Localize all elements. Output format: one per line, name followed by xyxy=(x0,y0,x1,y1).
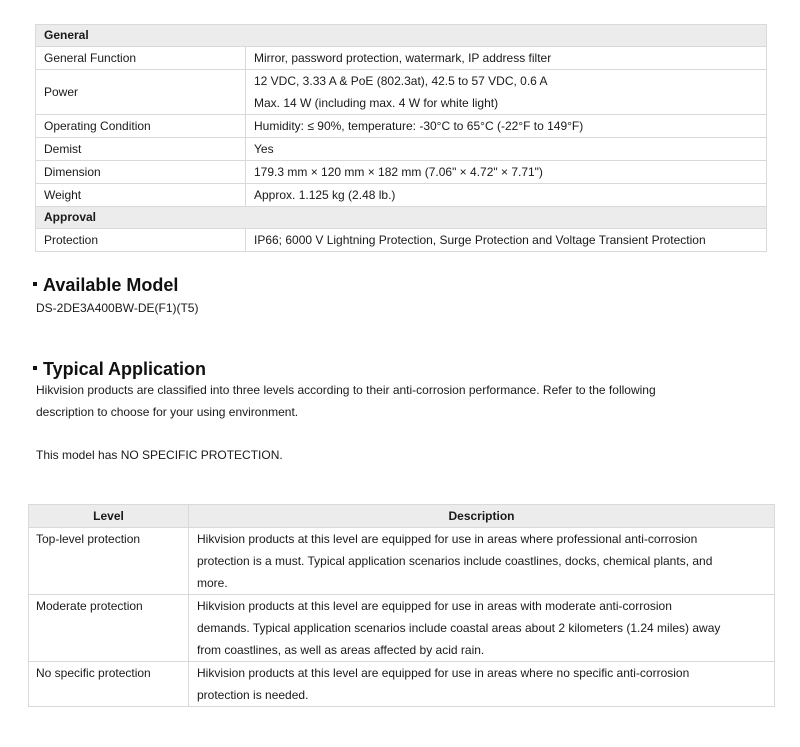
spec-row-operating-condition xyxy=(36,115,767,138)
spec-value: IP66; 6000 V Lightning Protection, Surge Protection and Voltage Transient Protection xyxy=(246,229,767,252)
spec-value: Yes xyxy=(246,138,767,161)
spec-section-header-general xyxy=(36,25,767,47)
spec-value: Humidity: ≤ 90%, temperature: -30°C to 65°C (-22°F to 149°F) xyxy=(246,115,767,138)
spec-row-dimension xyxy=(36,161,767,184)
spec-key: Demist xyxy=(36,138,246,161)
spec-key: Operating Condition xyxy=(36,115,246,138)
level-cell: Moderate protection xyxy=(29,595,189,662)
heading-text: Available Model xyxy=(43,275,179,295)
typical-application-heading xyxy=(33,358,206,380)
level-cell: No specific protection xyxy=(29,662,189,707)
description-cell xyxy=(189,528,775,595)
spec-section-title: General xyxy=(36,25,767,47)
spec-row-power xyxy=(36,70,767,115)
protection-level-table xyxy=(28,504,775,707)
description-line: protection is a must. Typical application scenarios include coastlines, docks, chemical plants, and xyxy=(197,554,713,568)
spec-table xyxy=(35,24,767,252)
spec-section-title: Approval xyxy=(36,207,767,229)
intro-line: description to choose for your using environment. xyxy=(36,405,299,419)
bullet-icon xyxy=(33,282,37,286)
spec-key: Dimension xyxy=(36,161,246,184)
model-number: DS-2DE3A400BW-DE(F1)(T5) xyxy=(36,301,199,315)
heading-text: Typical Application xyxy=(43,359,207,379)
description-line: from coastlines, as well as areas affected by acid rain. xyxy=(197,643,485,657)
spec-value-line: Max. 14 W (including max. 4 W for white light) xyxy=(254,96,499,110)
spec-value xyxy=(246,70,767,115)
table-row xyxy=(29,595,775,662)
description-line: Hikvision products at this level are equipped for use in areas where professional anti-corrosion xyxy=(197,532,698,546)
spec-key: Protection xyxy=(36,229,246,252)
spec-key: Weight xyxy=(36,184,246,207)
spec-value: Approx. 1.125 kg (2.48 lb.) xyxy=(246,184,767,207)
level-cell: Top-level protection xyxy=(29,528,189,595)
column-header-level: Level xyxy=(29,505,189,528)
spec-row-protection xyxy=(36,229,767,252)
description-line: Hikvision products at this level are equipped for use in areas where no specific anti-corrosion xyxy=(197,666,690,680)
spec-key: Power xyxy=(36,70,246,115)
table-row xyxy=(29,662,775,707)
spec-row-weight xyxy=(36,184,767,207)
table-row xyxy=(29,528,775,595)
description-cell xyxy=(189,595,775,662)
table-header-row xyxy=(29,505,775,528)
spec-key: General Function xyxy=(36,47,246,70)
intro-line: Hikvision products are classified into three levels according to their anti-corrosion performance. Refer to the following xyxy=(36,383,656,397)
description-line: Hikvision products at this level are equipped for use in areas with moderate anti-corrosion xyxy=(197,599,672,613)
spec-value: Mirror, password protection, watermark, IP address filter xyxy=(246,47,767,70)
spec-row-demist xyxy=(36,138,767,161)
spec-value: 179.3 mm × 120 mm × 182 mm (7.06" × 4.72" × 7.71") xyxy=(246,161,767,184)
description-cell xyxy=(189,662,775,707)
spec-row-general-function xyxy=(36,47,767,70)
description-line: protection is needed. xyxy=(197,688,309,702)
description-line: more. xyxy=(197,576,228,590)
spec-value-line: 12 VDC, 3.33 A & PoE (802.3at), 42.5 to 57 VDC, 0.6 A xyxy=(254,74,548,88)
spec-section-header-approval xyxy=(36,207,767,229)
description-line: demands. Typical application scenarios include coastal areas about 2 kilometers (1.24 miles) away xyxy=(197,621,721,635)
protection-note: This model has NO SPECIFIC PROTECTION. xyxy=(36,448,283,462)
bullet-icon xyxy=(33,366,37,370)
available-model-heading xyxy=(33,274,178,296)
column-header-description: Description xyxy=(189,505,775,528)
